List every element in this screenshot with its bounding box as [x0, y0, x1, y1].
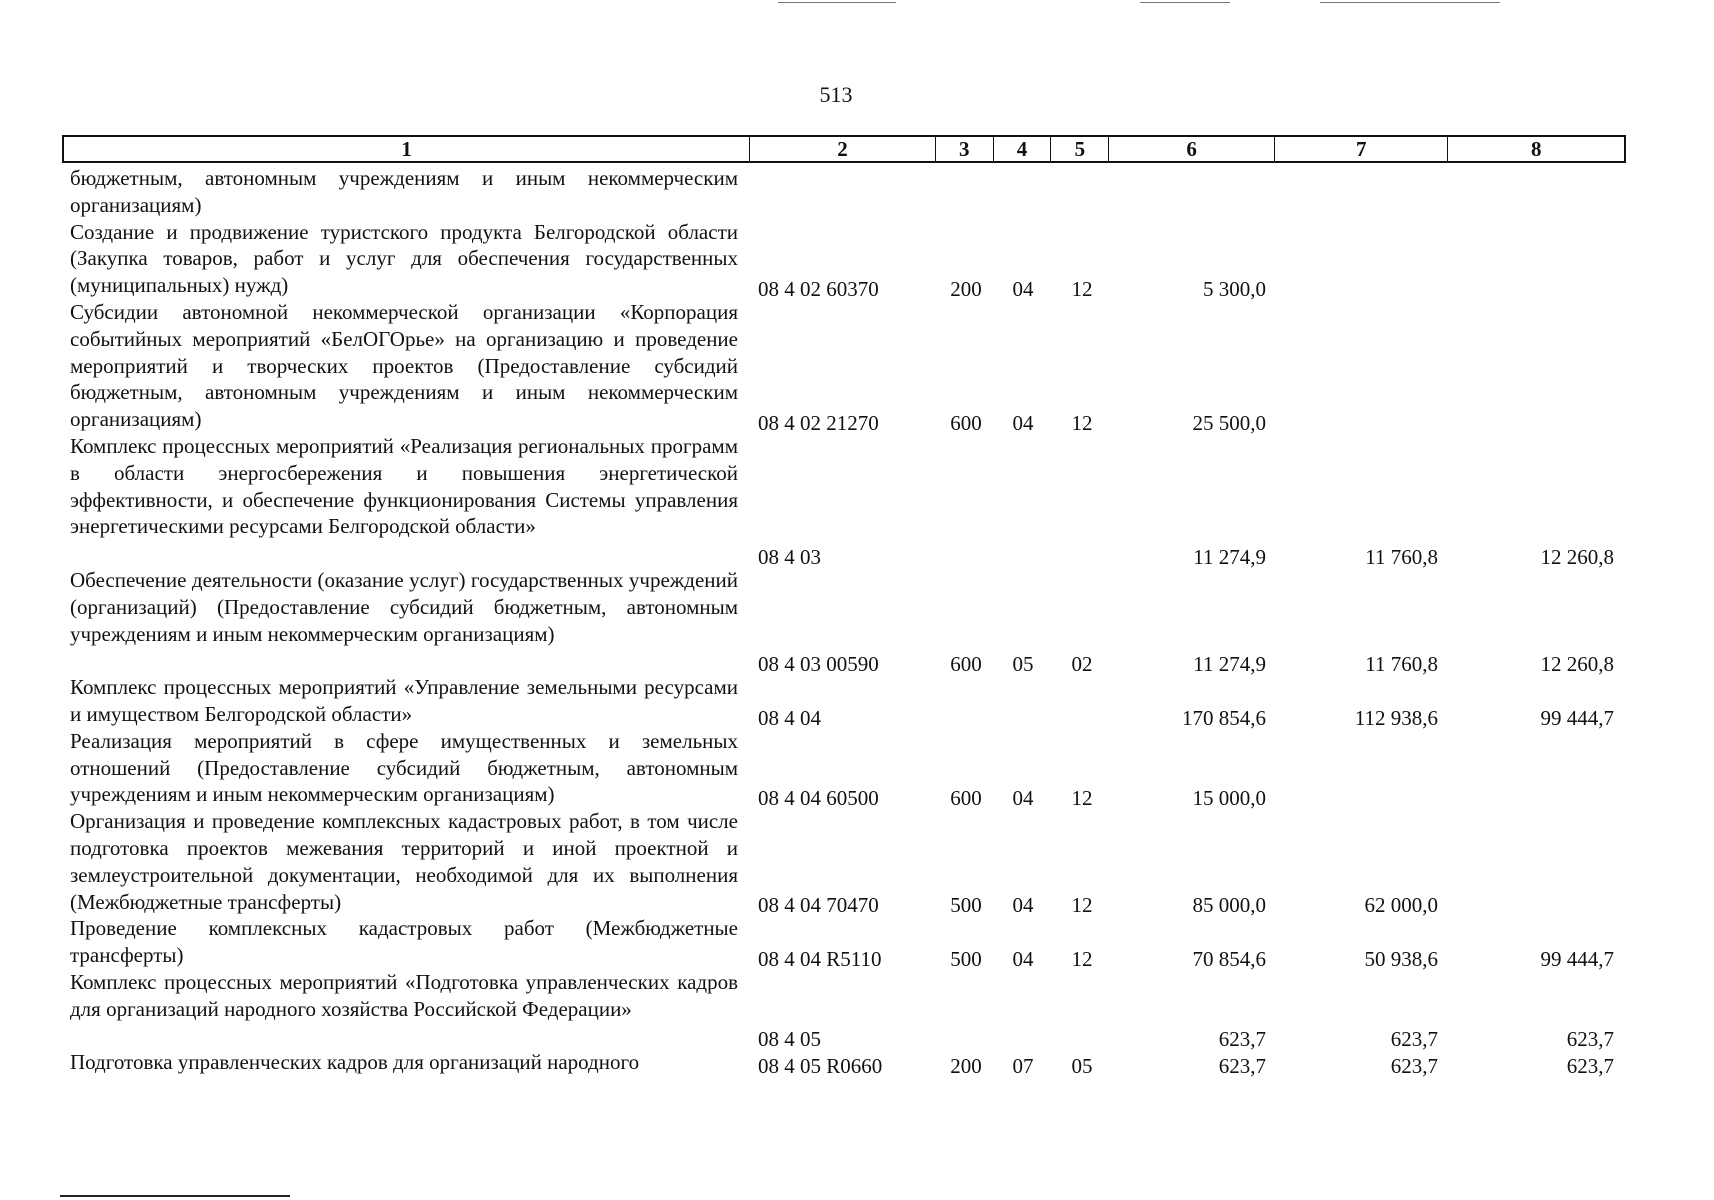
table-row: [0, 433, 1714, 567]
row-description: бюджетным, автономным учреждениям и иным некоммерческим организациям): [70, 166, 738, 217]
row-code: 08 4 05: [758, 1027, 821, 1052]
row-value-col8: 99 444,7: [1540, 946, 1614, 971]
row-value-col8: 623,7: [1566, 1054, 1614, 1079]
row-item: 05: [1071, 1054, 1093, 1079]
table-row: [0, 165, 1714, 219]
row-value-col7: 623,7: [1390, 1027, 1438, 1052]
row-subsection: 04: [1012, 410, 1034, 435]
scan-artifact-line: [1320, 2, 1500, 3]
row-code: 08 4 03: [758, 544, 821, 569]
row-value-col6: 5 300,0: [1203, 276, 1266, 301]
scan-artifact-line: [60, 1195, 290, 1197]
table-row: [0, 808, 1714, 918]
row-description: Реализация мероприятий в сфере имущественных и земельных отношений (Предоставление субсидий бюджетным, автономным учреждениям и иным некоммерческим организациям): [70, 728, 738, 807]
row-subsection: 07: [1012, 1054, 1034, 1079]
header-col-5: 5: [1051, 137, 1109, 161]
row-value-col6: 25 500,0: [1192, 410, 1266, 435]
row-section: 200: [950, 276, 982, 301]
row-section: 500: [950, 946, 982, 971]
page-number: 513: [819, 82, 853, 107]
row-subsection: 04: [1012, 276, 1034, 301]
row-value-col7: 11 760,8: [1365, 652, 1438, 677]
row-section: 600: [950, 652, 982, 677]
row-subsection: 04: [1012, 786, 1034, 811]
row-code: 08 4 05 R0660: [758, 1054, 883, 1079]
row-section: 600: [950, 410, 982, 435]
row-code: 08 4 02 60370: [758, 276, 879, 301]
scan-artifact-line: [1140, 2, 1230, 3]
row-code: 08 4 02 21270: [758, 410, 879, 435]
row-value-col6: 15 000,0: [1192, 786, 1266, 811]
row-item: 12: [1071, 786, 1093, 811]
row-value-col7: 11 760,8: [1365, 544, 1438, 569]
row-value-col6: 85 000,0: [1192, 893, 1266, 918]
table-row: [0, 674, 1714, 728]
row-item: 12: [1071, 893, 1093, 918]
table-row: [0, 299, 1714, 433]
row-value-col7: 112 938,6: [1354, 705, 1438, 730]
row-subsection: 04: [1012, 893, 1034, 918]
row-description: Субсидии автономной некоммерческой организации «Корпорация событийных мероприятий «БелОГОрье» на организацию и проведение мероприятий и творческих проектов (Предоставление субсидий бюджетным, автономным учреждениям и иным некоммерческим организациям): [70, 299, 738, 432]
row-code: 08 4 04: [758, 705, 821, 730]
row-description: Подготовка управленческих кадров для организаций народного: [70, 1050, 640, 1075]
row-description: Создание и продвижение туристского продукта Белгородской области (Закупка товаров, работ и услуг для обеспечения государственных (муниципальных) нужд): [70, 219, 738, 298]
row-value-col7: 623,7: [1390, 1054, 1438, 1079]
table-row: [0, 969, 1714, 1052]
row-value-col6: 170 854,6: [1182, 705, 1266, 730]
row-value-col6: 70 854,6: [1192, 946, 1266, 971]
row-value-col6: 623,7: [1218, 1027, 1266, 1052]
row-value-col8: 99 444,7: [1540, 705, 1614, 730]
header-col-7: 7: [1275, 137, 1449, 161]
row-description: Комплекс процессных мероприятий «Управление земельными ресурсами и имуществом Белгородской области»: [70, 675, 738, 726]
header-col-4: 4: [994, 137, 1052, 161]
row-code: 08 4 03 00590: [758, 652, 879, 677]
row-value-col6: 11 274,9: [1193, 544, 1266, 569]
table-row: [0, 567, 1714, 677]
header-col-8: 8: [1531, 137, 1542, 161]
row-description: Организация и проведение комплексных кадастровых работ, в том числе подготовка проектов межевания территорий и иной проектной и землеустроительной документации, необходимой для их выполнения (Межбюджетные трансферты): [70, 809, 738, 914]
row-item: 12: [1071, 410, 1093, 435]
row-section: 500: [950, 893, 982, 918]
row-value-col8: 12 260,8: [1540, 544, 1614, 569]
row-description: Комплекс процессных мероприятий «Подготовка управленческих кадров для организаций народного хозяйства Российской Федерации»: [70, 969, 738, 1021]
row-item: 12: [1071, 276, 1093, 301]
table-body: [0, 165, 1714, 1079]
row-code: 08 4 04 R5110: [758, 946, 882, 971]
row-value-col6: 623,7: [1218, 1054, 1266, 1079]
table-row: [0, 1049, 1714, 1079]
row-section: 600: [950, 786, 982, 811]
row-description: Проведение комплексных кадастровых работ (Межбюджетные трансферты): [70, 916, 738, 968]
header-col-3: 3: [936, 137, 994, 161]
header-col-1: 1: [64, 137, 750, 161]
row-description: Комплекс процессных мероприятий «Реализация региональных программ в области энергосбережения и повышения энергетической эффективности, и обеспечение функционирования Системы управления энергетическими ресурсами Белгородской области»: [70, 433, 738, 539]
scan-artifact-line: [778, 2, 896, 3]
row-code: 08 4 04 60500: [758, 786, 879, 811]
table-row: [0, 728, 1714, 811]
row-value-col8: 12 260,8: [1540, 652, 1614, 677]
row-item: 02: [1071, 652, 1093, 677]
row-description: Обеспечение деятельности (оказание услуг) государственных учреждений (организаций) (Предоставление субсидий бюджетным, автономным учреждениям и иным некоммерческим организациям): [70, 567, 738, 646]
row-value-col6: 11 274,9: [1193, 652, 1266, 677]
header-col-6: 6: [1109, 137, 1275, 161]
row-subsection: 04: [1012, 946, 1034, 971]
row-section: 200: [950, 1054, 982, 1079]
table-header: [62, 135, 1626, 163]
header-col-2: 2: [750, 137, 936, 161]
row-value-col7: 50 938,6: [1364, 946, 1438, 971]
row-subsection: 05: [1012, 652, 1034, 677]
row-code: 08 4 04 70470: [758, 893, 879, 918]
row-value-col7: 62 000,0: [1364, 893, 1438, 918]
table-row: [0, 219, 1714, 299]
row-value-col8: 623,7: [1566, 1027, 1614, 1052]
table-row: [0, 915, 1714, 969]
row-item: 12: [1071, 946, 1093, 971]
